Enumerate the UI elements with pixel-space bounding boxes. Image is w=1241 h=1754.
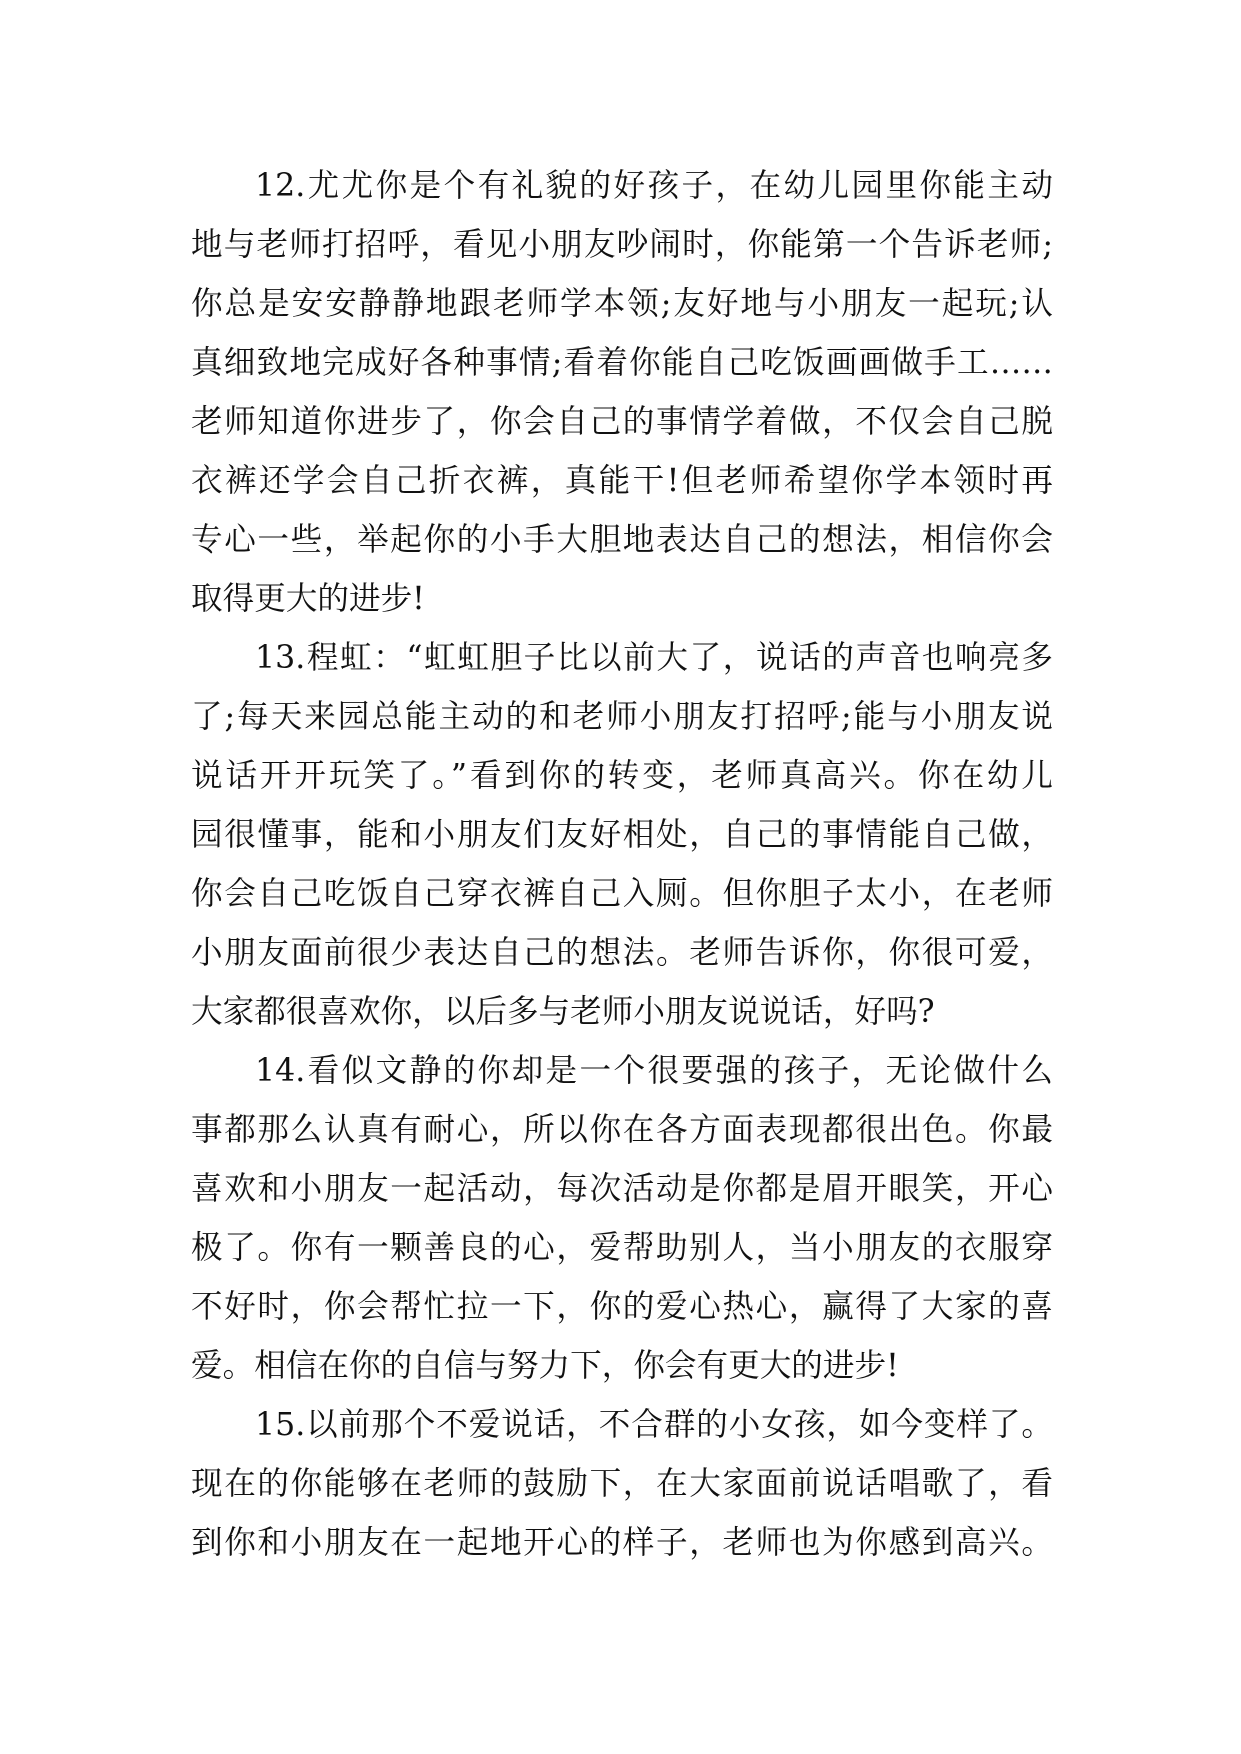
paragraph-line: 现在的你能够在老师的鼓励下，在大家面前说话唱歌了，看 — [191, 1466, 1053, 1502]
document-body — [191, 157, 1053, 1573]
paragraph-line: 老师知道你进步了，你会自己的事情学着做，不仅会自己脱 — [191, 404, 1053, 440]
paragraph-line: 衣裤还学会自己折衣裤，真能干!但老师希望你学本领时再 — [191, 463, 1053, 499]
paragraph-line: 15.以前那个不爱说话，不合群的小女孩，如今变样了。 — [255, 1407, 1053, 1443]
paragraph-12 — [191, 157, 1053, 629]
paragraph-line: 地与老师打招呼，看见小朋友吵闹时，你能第一个告诉老师; — [191, 227, 1053, 263]
paragraph-line: 说话开开玩笑了。”看到你的转变，老师真高兴。你在幼儿 — [191, 758, 1053, 794]
paragraph-13 — [191, 629, 1053, 1042]
paragraph-line: 大家都很喜欢你，以后多与老师小朋友说说话，好吗? — [191, 994, 935, 1030]
paragraph-line: 12.尤尤你是个有礼貌的好孩子，在幼儿园里你能主动 — [255, 168, 1053, 204]
paragraph-line: 13.程虹：“虹虹胆子比以前大了，说话的声音也响亮多 — [255, 640, 1053, 676]
paragraph-line: 不好时，你会帮忙拉一下，你的爱心热心，赢得了大家的喜 — [191, 1289, 1053, 1325]
paragraph-line: 到你和小朋友在一起地开心的样子，老师也为你感到高兴。 — [191, 1525, 1053, 1561]
paragraph-line: 你总是安安静静地跟老师学本领;友好地与小朋友一起玩;认 — [191, 286, 1053, 322]
paragraph-14 — [191, 1042, 1053, 1396]
paragraph-line: 喜欢和小朋友一起活动，每次活动是你都是眉开眼笑，开心 — [191, 1171, 1053, 1207]
paragraph-line: 事都那么认真有耐心，所以你在各方面表现都很出色。你最 — [191, 1112, 1053, 1148]
paragraph-15 — [191, 1396, 1053, 1573]
paragraph-line: 真细致地完成好各种事情;看着你能自己吃饭画画做手工…… — [191, 345, 1053, 381]
paragraph-line: 14.看似文静的你却是一个很要强的孩子，无论做什么 — [255, 1053, 1053, 1089]
paragraph-line: 专心一些，举起你的小手大胆地表达自己的想法，相信你会 — [191, 522, 1053, 558]
paragraph-line: 取得更大的进步! — [191, 581, 425, 617]
paragraph-line: 小朋友面前很少表达自己的想法。老师告诉你，你很可爱， — [191, 935, 1053, 971]
paragraph-line: 极了。你有一颗善良的心，爱帮助别人，当小朋友的衣服穿 — [191, 1230, 1053, 1266]
paragraph-line: 你会自己吃饭自己穿衣裤自己入厕。但你胆子太小，在老师 — [191, 876, 1053, 912]
paragraph-line: 了;每天来园总能主动的和老师小朋友打招呼;能与小朋友说 — [191, 699, 1053, 735]
paragraph-line: 园很懂事，能和小朋友们友好相处，自己的事情能自己做， — [191, 817, 1053, 853]
paragraph-line: 爱。相信在你的自信与努力下，你会有更大的进步! — [191, 1348, 899, 1384]
